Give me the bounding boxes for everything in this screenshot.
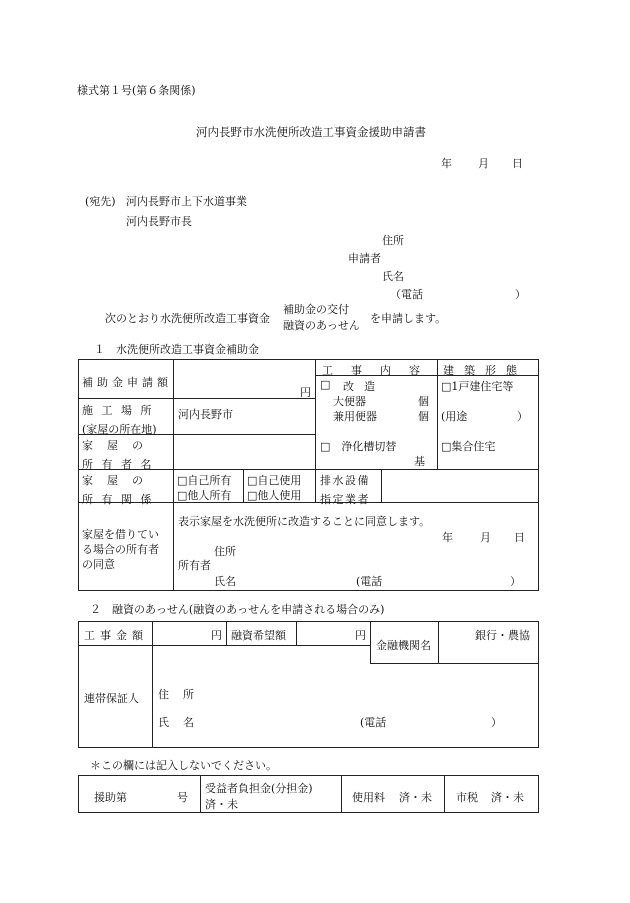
- request-prefix: 次のとおり水洗便所改造工事資金: [105, 312, 270, 325]
- consent-tel-label: (電話: [356, 575, 383, 588]
- building-use-label: (用途: [441, 410, 468, 423]
- work-septic-switch-checkbox[interactable]: □ 浄化槽切替: [320, 440, 397, 453]
- loan-amount-yen: 円: [355, 629, 366, 642]
- form-number: 様式第１号(第６条関係): [77, 84, 196, 97]
- request-option-subsidy: 補助金の交付: [283, 303, 349, 316]
- applicant-label: 申請者: [348, 252, 381, 265]
- building-multi-checkbox[interactable]: □集合住宅: [441, 440, 496, 453]
- office-use-note: ＊この欄には記入しないでください。: [90, 759, 277, 772]
- applicant-address-label: 住所: [382, 234, 404, 247]
- section1-heading: １ 水洗便所改造工事資金補助金: [94, 343, 259, 356]
- work-remodel-label: 改造: [343, 380, 385, 393]
- applicant-tel-label: （電話: [390, 288, 423, 301]
- work-details-header: 工事内容: [322, 364, 438, 377]
- building-use-close: ）: [517, 410, 528, 423]
- building-type-header: 建築形態: [443, 364, 527, 377]
- ownership-own-checkbox[interactable]: □自己所有: [177, 474, 232, 487]
- city-tax-status: 済・未: [491, 791, 524, 804]
- consent-owner-label: 所有者: [178, 559, 211, 572]
- consent-address-label: 住所: [214, 545, 236, 558]
- subsidy-yen: 円: [300, 386, 311, 399]
- construction-cost-label: 工事金額: [84, 629, 148, 642]
- consent-day: 日: [514, 531, 525, 544]
- work-remodel-checkbox[interactable]: □: [320, 378, 331, 391]
- guarantor-name-label: 氏名: [158, 716, 208, 729]
- ownership-self-use-checkbox[interactable]: □自己使用: [247, 474, 302, 487]
- date-month: 月: [478, 157, 489, 170]
- section2-heading: ２ 融資のあっせん(融資のあっせんを申請される場合のみ): [90, 603, 385, 616]
- bank-name-label: 金融機関名: [376, 639, 431, 652]
- city-tax-label: 市税: [456, 791, 478, 804]
- house-owner-label: 家屋の 所有者名: [82, 439, 160, 471]
- work-septic-unit: 基: [414, 455, 425, 468]
- ownership-other-own-checkbox[interactable]: □他人所有: [177, 489, 232, 502]
- construction-cost-yen: 円: [211, 629, 222, 642]
- usage-fee-label: 使用料: [352, 791, 385, 804]
- usage-fee-status: 済・未: [399, 791, 432, 804]
- consent-statement: 表示家屋を水洗便所に改造することに同意します。: [178, 515, 431, 528]
- building-detached-checkbox[interactable]: □1戸建住宅等: [441, 380, 514, 393]
- joint-guarantor-label: 連帯保証人: [84, 692, 139, 705]
- work-toilet-label: 大便器: [333, 395, 366, 408]
- beneficiary-burden-status: 済・未: [205, 798, 238, 811]
- applicant-tel-close: ）: [515, 288, 526, 301]
- work-dual-toilet-label: 兼用便器: [333, 410, 377, 423]
- request-suffix: を申請します。: [370, 312, 447, 325]
- owner-consent-label: 家屋を借りてい る場合の所有者 の同意: [82, 528, 159, 571]
- loan-amount-label: 融資希望額: [231, 629, 286, 642]
- date-day: 日: [512, 157, 523, 170]
- guarantor-tel-label: (電話: [360, 716, 387, 729]
- date-year: 年: [441, 157, 452, 170]
- construction-site-label: 施工場所 (家屋の所在地): [82, 404, 160, 436]
- consent-tel-close: ）: [510, 575, 521, 588]
- consent-month: 月: [480, 531, 491, 544]
- form-title: 河内長野市水洗便所改造工事資金援助申請書: [196, 125, 426, 139]
- construction-site-value: 河内長野市: [178, 408, 233, 421]
- guarantor-tel-close: ）: [491, 716, 502, 729]
- ownership-relation-label: 家屋の 所有関係: [82, 474, 160, 506]
- request-option-loan: 融資のあっせん: [283, 319, 360, 332]
- addressee-line1: 河内長野市上下水道事業: [126, 195, 247, 208]
- guarantor-address-label: 住所: [158, 688, 208, 701]
- work-dual-toilet-unit: 個: [418, 410, 429, 423]
- addressee-line2: 河内長野市長: [126, 215, 192, 228]
- consent-name-label: 氏名: [214, 575, 236, 588]
- consent-year: 年: [442, 531, 453, 544]
- drainage-contractor-label: 排水設備 指定業者: [320, 474, 370, 506]
- bank-type-value: 銀行・農協: [475, 629, 530, 642]
- applicant-name-label: 氏名: [382, 270, 404, 283]
- beneficiary-burden-label: 受益者負担金(分担金): [205, 782, 313, 795]
- ownership-other-use-checkbox[interactable]: □他人使用: [247, 489, 302, 502]
- work-toilet-unit: 個: [418, 395, 429, 408]
- support-number-suffix: 号: [177, 791, 188, 804]
- support-number-label: 援助第: [94, 791, 127, 804]
- addressee-label: (宛先): [85, 195, 116, 208]
- subsidy-amount-label: 補 助 金 申 請 額: [82, 376, 168, 389]
